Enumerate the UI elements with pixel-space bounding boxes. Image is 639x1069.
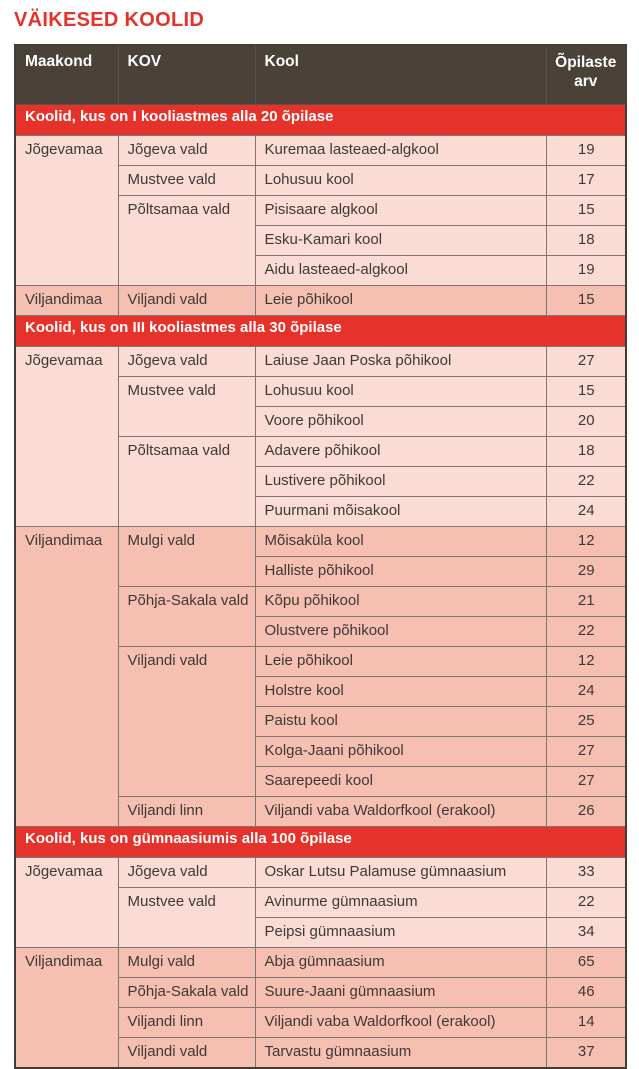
kool-cell: Suure-Jaani gümnaasium: [255, 978, 546, 1008]
maakond-cell: Viljandimaa: [15, 948, 118, 1069]
kool-cell: Voore põhikool: [255, 407, 546, 437]
arv-cell: 34: [546, 918, 626, 948]
maakond-cell: Jõgevamaa: [15, 347, 118, 527]
arv-cell: 27: [546, 767, 626, 797]
arv-cell: 29: [546, 557, 626, 587]
section-banner-title: Koolid, kus on III kooliastmes alla 30 õpilase: [15, 316, 626, 347]
kool-cell: Abja gümnaasium: [255, 948, 546, 978]
table-row: [15, 136, 626, 166]
arv-cell: 15: [546, 286, 626, 316]
kool-cell: Lustivere põhikool: [255, 467, 546, 497]
arv-cell: 27: [546, 347, 626, 377]
table-row: [15, 286, 626, 316]
kool-cell: Holstre kool: [255, 677, 546, 707]
arv-cell: 20: [546, 407, 626, 437]
section-banner-title: Koolid, kus on I kooliastmes alla 20 õpilase: [15, 105, 626, 136]
kool-cell: Kuremaa lasteaed-algkool: [255, 136, 546, 166]
arv-cell: 15: [546, 196, 626, 226]
section-banner-title: Koolid, kus on gümnaasiumis alla 100 õpilase: [15, 827, 626, 858]
table-header-row: [15, 45, 626, 105]
column-header-kov: KOV: [118, 45, 255, 105]
kool-cell: Peipsi gümnaasium: [255, 918, 546, 948]
kov-cell: Viljandi vald: [118, 1038, 255, 1069]
kool-cell: Pisisaare algkool: [255, 196, 546, 226]
arv-cell: 24: [546, 677, 626, 707]
kool-cell: Saarepeedi kool: [255, 767, 546, 797]
kov-cell: Mustvee vald: [118, 888, 255, 948]
maakond-cell: Jõgevamaa: [15, 136, 118, 286]
arv-cell: 17: [546, 166, 626, 196]
kool-cell: Kõpu põhikool: [255, 587, 546, 617]
small-schools-table: [14, 44, 627, 1069]
arv-cell: 18: [546, 437, 626, 467]
kov-cell: Mustvee vald: [118, 166, 255, 196]
arv-cell: 12: [546, 527, 626, 557]
arv-cell: 24: [546, 497, 626, 527]
kov-cell: Viljandi linn: [118, 1008, 255, 1038]
kov-cell: Põhja-Sakala vald: [118, 978, 255, 1008]
section-banner-row: [15, 105, 626, 136]
arv-cell: 26: [546, 797, 626, 827]
kov-cell: Jõgeva vald: [118, 347, 255, 377]
page-title: VÄIKESED KOOLID: [14, 9, 205, 31]
table-row: [15, 347, 626, 377]
kool-cell: Viljandi vaba Waldorfkool (erakool): [255, 1008, 546, 1038]
kov-cell: Jõgeva vald: [118, 136, 255, 166]
table-row: [15, 948, 626, 978]
section-banner-row: [15, 316, 626, 347]
arv-cell: 33: [546, 858, 626, 888]
kool-cell: Esku-Kamari kool: [255, 226, 546, 256]
maakond-cell: Viljandimaa: [15, 286, 118, 316]
arv-cell: 37: [546, 1038, 626, 1069]
kool-cell: Laiuse Jaan Poska põhikool: [255, 347, 546, 377]
arv-cell: 12: [546, 647, 626, 677]
kov-cell: Mustvee vald: [118, 377, 255, 437]
kov-cell: Viljandi vald: [118, 286, 255, 316]
kool-cell: Leie põhikool: [255, 286, 546, 316]
kov-cell: Mulgi vald: [118, 527, 255, 587]
arv-cell: 21: [546, 587, 626, 617]
kov-cell: Jõgeva vald: [118, 858, 255, 888]
maakond-cell: Viljandimaa: [15, 527, 118, 827]
kool-cell: Paistu kool: [255, 707, 546, 737]
arv-cell: 22: [546, 617, 626, 647]
kov-cell: Põltsamaa vald: [118, 196, 255, 286]
arv-cell: 22: [546, 888, 626, 918]
arv-cell: 19: [546, 136, 626, 166]
column-header-opilaste-arv: Õpilaste arv: [546, 45, 626, 105]
arv-cell: 25: [546, 707, 626, 737]
arv-cell: 18: [546, 226, 626, 256]
kool-cell: Olustvere põhikool: [255, 617, 546, 647]
arv-cell: 15: [546, 377, 626, 407]
table-row: [15, 858, 626, 888]
kool-cell: Kolga-Jaani põhikool: [255, 737, 546, 767]
table-body: [15, 105, 626, 1069]
maakond-cell: Jõgevamaa: [15, 858, 118, 948]
arv-cell: 22: [546, 467, 626, 497]
arv-cell: 14: [546, 1008, 626, 1038]
kool-cell: Puurmani mõisakool: [255, 497, 546, 527]
kool-cell: Oskar Lutsu Palamuse gümnaasium: [255, 858, 546, 888]
kov-cell: Põltsamaa vald: [118, 437, 255, 527]
kool-cell: Avinurme gümnaasium: [255, 888, 546, 918]
table-row: [15, 527, 626, 557]
kool-cell: Halliste põhikool: [255, 557, 546, 587]
kool-cell: Leie põhikool: [255, 647, 546, 677]
kool-cell: Aidu lasteaed-algkool: [255, 256, 546, 286]
kov-cell: Viljandi linn: [118, 797, 255, 827]
kov-cell: Põhja-Sakala vald: [118, 587, 255, 647]
kool-cell: Tarvastu gümnaasium: [255, 1038, 546, 1069]
section-banner-row: [15, 827, 626, 858]
kool-cell: Mõisaküla kool: [255, 527, 546, 557]
arv-cell: 65: [546, 948, 626, 978]
arv-cell: 19: [546, 256, 626, 286]
kool-cell: Lohusuu kool: [255, 166, 546, 196]
kool-cell: Viljandi vaba Waldorfkool (erakool): [255, 797, 546, 827]
column-header-maakond: Maakond: [15, 45, 118, 105]
kov-cell: Viljandi vald: [118, 647, 255, 797]
kool-cell: Lohusuu kool: [255, 377, 546, 407]
arv-cell: 46: [546, 978, 626, 1008]
column-header-kool: Kool: [255, 45, 546, 105]
arv-cell: 27: [546, 737, 626, 767]
kool-cell: Adavere põhikool: [255, 437, 546, 467]
kov-cell: Mulgi vald: [118, 948, 255, 978]
